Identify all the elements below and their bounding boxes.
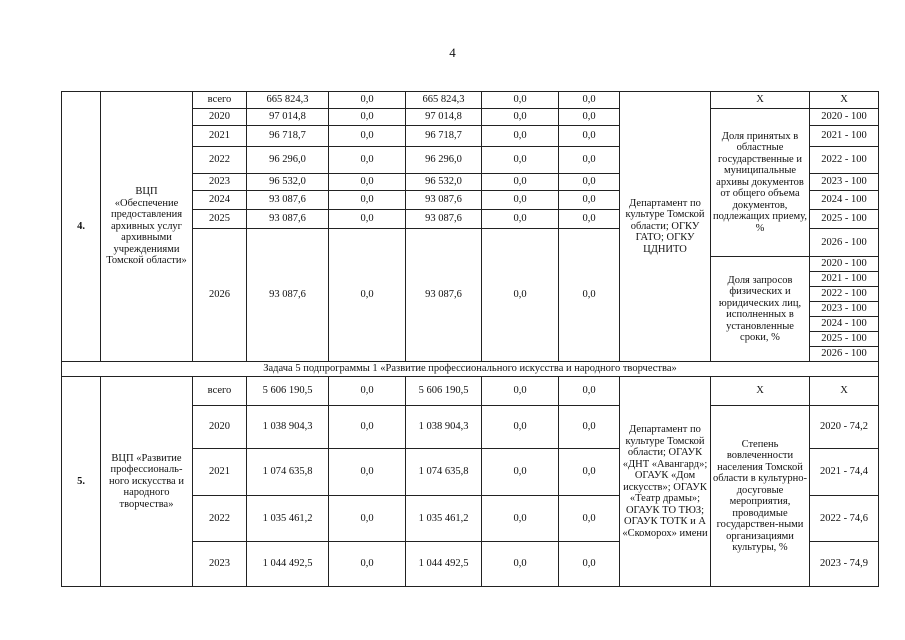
- page-number: 4: [449, 45, 456, 60]
- table-row: [62, 92, 879, 109]
- year-cell: 2024: [193, 191, 247, 210]
- regional-cell: 1 038 904,3: [406, 406, 482, 449]
- other-cell: 0,0: [559, 229, 620, 362]
- other-cell: 0,0: [559, 542, 620, 587]
- local-cell: 0,0: [482, 147, 559, 174]
- other-cell: 0,0: [559, 126, 620, 147]
- federal-cell: 0,0: [329, 542, 406, 587]
- indicator-value: 2022 - 100: [810, 147, 879, 174]
- local-cell: 0,0: [482, 406, 559, 449]
- total-cell: 5 606 190,5: [247, 377, 329, 406]
- local-cell: 0,0: [482, 191, 559, 210]
- indicator-value: 2023 - 100: [810, 302, 879, 317]
- federal-cell: 0,0: [329, 406, 406, 449]
- federal-cell: 0,0: [329, 210, 406, 229]
- total-cell: 93 087,6: [247, 191, 329, 210]
- indicator-value: 2024 - 100: [810, 191, 879, 210]
- regional-cell: 1 074 635,8: [406, 449, 482, 496]
- program-name: ВЦП «Развитие профессиональ-ного искусства и народного творчества»: [101, 377, 193, 587]
- total-cell: 96 296,0: [247, 147, 329, 174]
- total-cell: 1 074 635,8: [247, 449, 329, 496]
- indicator-value: 2025 - 100: [810, 332, 879, 347]
- program-table: [61, 91, 879, 587]
- federal-cell: 0,0: [329, 496, 406, 542]
- regional-cell: 1 035 461,2: [406, 496, 482, 542]
- regional-cell: 93 087,6: [406, 229, 482, 362]
- row-number: 5.: [62, 377, 101, 587]
- federal-cell: 0,0: [329, 449, 406, 496]
- other-cell: 0,0: [559, 147, 620, 174]
- table-row: [62, 377, 879, 406]
- indicator-value: 2021 - 74,4: [810, 449, 879, 496]
- total-cell: 96 718,7: [247, 126, 329, 147]
- year-cell: 2022: [193, 496, 247, 542]
- total-cell: 1 044 492,5: [247, 542, 329, 587]
- federal-cell: 0,0: [329, 229, 406, 362]
- local-cell: 0,0: [482, 126, 559, 147]
- local-cell: 0,0: [482, 542, 559, 587]
- regional-cell: 96 296,0: [406, 147, 482, 174]
- indicator-value: 2021 - 100: [810, 272, 879, 287]
- federal-cell: 0,0: [329, 174, 406, 191]
- row-number: 4.: [62, 92, 101, 362]
- value-x: Х: [810, 92, 879, 109]
- regional-cell: 93 087,6: [406, 210, 482, 229]
- local-cell: 0,0: [482, 496, 559, 542]
- total-cell: 1 035 461,2: [247, 496, 329, 542]
- indicator-x: Х: [711, 92, 810, 109]
- indicator-text: Доля запросов физических и юридических лиц, исполненных в установленные сроки, %: [711, 257, 810, 362]
- indicator-value: 2022 - 100: [810, 287, 879, 302]
- other-cell: 0,0: [559, 210, 620, 229]
- local-cell: 0,0: [482, 210, 559, 229]
- year-cell: 2023: [193, 542, 247, 587]
- indicator-value: 2020 - 74,2: [810, 406, 879, 449]
- indicator-text: Степень вовлеченности населения Томской области в культурно-досуговые мероприятия, проводимые государствен-ными организациями культуры, %: [711, 406, 810, 587]
- executor-cell: Департамент по культуре Томской области; ОГКУ ГАТО; ОГКУ ЦДНИТО: [620, 92, 711, 362]
- value-x: Х: [810, 377, 879, 406]
- indicator-value: 2024 - 100: [810, 317, 879, 332]
- year-cell: всего: [193, 377, 247, 406]
- regional-cell: 665 824,3: [406, 92, 482, 109]
- year-cell: 2020: [193, 109, 247, 126]
- year-cell: 2021: [193, 449, 247, 496]
- federal-cell: 0,0: [329, 109, 406, 126]
- local-cell: 0,0: [482, 377, 559, 406]
- indicator-value: 2026 - 100: [810, 229, 879, 257]
- regional-cell: 1 044 492,5: [406, 542, 482, 587]
- indicator-value: 2020 - 100: [810, 257, 879, 272]
- other-cell: 0,0: [559, 92, 620, 109]
- indicator-x: Х: [711, 377, 810, 406]
- regional-cell: 96 718,7: [406, 126, 482, 147]
- task-heading: Задача 5 подпрограммы 1 «Развитие профессионального искусства и народного творчества»: [62, 362, 879, 377]
- indicator-value: 2021 - 100: [810, 126, 879, 147]
- year-cell: 2020: [193, 406, 247, 449]
- indicator-value: 2023 - 100: [810, 174, 879, 191]
- local-cell: 0,0: [482, 449, 559, 496]
- other-cell: 0,0: [559, 406, 620, 449]
- year-cell: 2022: [193, 147, 247, 174]
- total-cell: 93 087,6: [247, 210, 329, 229]
- executor-cell: Департамент по культуре Томской области; ОГАУК «ДНТ «Авангард»; ОГАУК «Дом искусств»; ОГАУК «Театр драмы»; ОГАУК ТО ТЮЗ; ОГАУК ТОТК и А «Скоморох» имени: [620, 377, 711, 587]
- task-row: [62, 362, 879, 377]
- local-cell: 0,0: [482, 92, 559, 109]
- year-cell: 2023: [193, 174, 247, 191]
- other-cell: 0,0: [559, 449, 620, 496]
- federal-cell: 0,0: [329, 377, 406, 406]
- other-cell: 0,0: [559, 109, 620, 126]
- other-cell: 0,0: [559, 174, 620, 191]
- year-cell: 2026: [193, 229, 247, 362]
- regional-cell: 97 014,8: [406, 109, 482, 126]
- local-cell: 0,0: [482, 174, 559, 191]
- indicator-value: 2020 - 100: [810, 109, 879, 126]
- federal-cell: 0,0: [329, 126, 406, 147]
- regional-cell: 5 606 190,5: [406, 377, 482, 406]
- year-cell: всего: [193, 92, 247, 109]
- indicator-value: 2022 - 74,6: [810, 496, 879, 542]
- regional-cell: 96 532,0: [406, 174, 482, 191]
- other-cell: 0,0: [559, 377, 620, 406]
- federal-cell: 0,0: [329, 147, 406, 174]
- indicator-value: 2023 - 74,9: [810, 542, 879, 587]
- local-cell: 0,0: [482, 109, 559, 126]
- year-cell: 2025: [193, 210, 247, 229]
- program-name: ВЦП «Обеспечение предоставления архивных услуг архивными учреждениями Томской области»: [101, 92, 193, 362]
- total-cell: 97 014,8: [247, 109, 329, 126]
- total-cell: 96 532,0: [247, 174, 329, 191]
- other-cell: 0,0: [559, 496, 620, 542]
- regional-cell: 93 087,6: [406, 191, 482, 210]
- year-cell: 2021: [193, 126, 247, 147]
- total-cell: 1 038 904,3: [247, 406, 329, 449]
- federal-cell: 0,0: [329, 92, 406, 109]
- indicator-value: 2026 - 100: [810, 347, 879, 362]
- total-cell: 665 824,3: [247, 92, 329, 109]
- indicator-value: 2025 - 100: [810, 210, 879, 229]
- indicator-text: Доля принятых в областные государственные и муниципальные архивы документов от общего объема документов, подлежащих приему, %: [711, 109, 810, 257]
- total-cell: 93 087,6: [247, 229, 329, 362]
- other-cell: 0,0: [559, 191, 620, 210]
- federal-cell: 0,0: [329, 191, 406, 210]
- local-cell: 0,0: [482, 229, 559, 362]
